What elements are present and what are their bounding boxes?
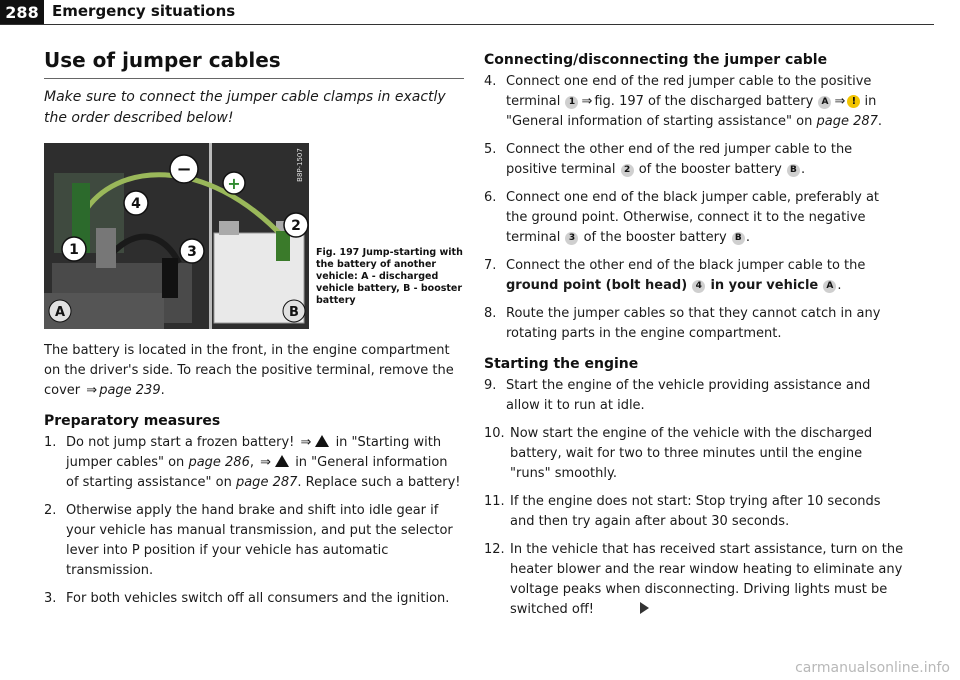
marker-a-icon: A bbox=[818, 96, 831, 109]
page-title: Use of jumper cables bbox=[44, 48, 281, 72]
connecting-heading: Connecting/disconnecting the jumper cable bbox=[484, 52, 828, 68]
page-reference-link[interactable]: page 287 bbox=[816, 114, 878, 129]
header-rule bbox=[0, 24, 934, 25]
marker-a-icon: A bbox=[823, 280, 836, 293]
marker-4-icon: 4 bbox=[692, 280, 705, 293]
list-item: 1. Do not jump start a frozen battery! ⇒ in "Starting with jumper cables" on page 286, ⇒ in "General information of starting assistance" on page 287. Replace such a battery! bbox=[44, 435, 461, 490]
list-item: 6. Connect one end of the black jumper cable, preferably at the ground point. Otherwise, connect it to the negative terminal 3 of the booster battery B . bbox=[484, 190, 880, 245]
list-item: 7. Connect the other end of the black jumper cable to the ground point (bolt head) 4 in your vehicle A . bbox=[484, 258, 866, 293]
caution-icon: ! bbox=[847, 95, 860, 108]
list-item: 11. If the engine does not start: Stop trying after 10 seconds and then try again after about 30 seconds. bbox=[484, 494, 881, 529]
marker-a: A bbox=[54, 305, 66, 320]
page-reference-link[interactable]: page 239 bbox=[99, 383, 161, 398]
marker-1-icon: 1 bbox=[565, 96, 578, 109]
jump-start-illustration bbox=[44, 143, 309, 329]
list-item: 12. In the vehicle that has received start assistance, turn on the heater blower and the rear window heating to eliminate any voltage peaks when disconnecting. Driving lights must be switched off! bbox=[484, 542, 904, 617]
preparatory-steps bbox=[44, 433, 464, 609]
marker-b-icon: B bbox=[732, 232, 745, 245]
figure bbox=[44, 143, 464, 329]
preparatory-heading: Preparatory measures bbox=[44, 413, 221, 429]
marker-3-icon: 3 bbox=[565, 232, 578, 245]
list-item: 10. Now start the engine of the vehicle with the discharged battery, wait for two to three minutes until the engine "runs" smoothly. bbox=[484, 426, 873, 481]
left-column bbox=[44, 48, 464, 617]
section-title: Emergency situations bbox=[52, 2, 236, 20]
warning-icon bbox=[275, 455, 289, 467]
page-reference-link[interactable]: page 286 bbox=[188, 455, 250, 470]
page-header bbox=[0, 0, 960, 26]
list-item: 2. Otherwise apply the hand brake and shift into idle gear if your vehicle has manual transmission, and put the selector lever into P position if your vehicle has automatic transmission. bbox=[44, 503, 453, 578]
marker-b-icon: B bbox=[787, 164, 800, 177]
continue-arrow-icon bbox=[640, 602, 649, 614]
figure-caption: Fig. 197 Jump-starting with the battery of another vehicle: A - discharged vehicle battery, B - booster battery bbox=[316, 247, 463, 306]
intro-text: Make sure to connect the jumper cable clamps in exactly the order described below! bbox=[44, 89, 446, 126]
marker-2-icon: 2 bbox=[621, 164, 634, 177]
list-item: 9. Start the engine of the vehicle providing assistance and allow it to run at idle. bbox=[484, 378, 871, 413]
warning-icon bbox=[315, 435, 329, 447]
list-item: 8. Route the jumper cables so that they cannot catch in any rotating parts in the engine compartment. bbox=[484, 306, 881, 341]
list-item: 5. Connect the other end of the red jumper cable to the positive terminal 2 of the booster battery B . bbox=[484, 142, 853, 177]
battery-location-paragraph: The battery is located in the front, in the engine compartment on the driver's side. To reach the positive terminal, remove the cover ⇒ page 239. bbox=[44, 343, 454, 398]
connecting-steps bbox=[484, 72, 904, 344]
starting-heading: Starting the engine bbox=[484, 356, 639, 372]
marker-3: 3 bbox=[187, 244, 197, 260]
title-rule bbox=[44, 78, 464, 79]
page-number: 288 bbox=[0, 0, 44, 24]
marker-1: 1 bbox=[69, 242, 79, 258]
watermark: carmanualsonline.info bbox=[795, 660, 950, 676]
starting-steps bbox=[484, 376, 904, 620]
page-reference-link[interactable]: page 287 bbox=[235, 475, 298, 490]
figure-code: B8P-1507 bbox=[296, 148, 304, 182]
positive-marker: + bbox=[227, 174, 241, 193]
marker-2: 2 bbox=[291, 218, 301, 234]
right-column bbox=[484, 48, 904, 628]
marker-4: 4 bbox=[131, 196, 141, 212]
negative-marker: − bbox=[176, 159, 192, 180]
marker-b: B bbox=[289, 305, 299, 320]
list-item: 4. Connect one end of the red jumper cable to the positive terminal 1 ⇒ fig. 197 of the discharged battery A ⇒ ! in "General information of starting assistance" on page 287. bbox=[484, 74, 883, 129]
list-item: 3. For both vehicles switch off all consumers and the ignition. bbox=[44, 591, 450, 606]
